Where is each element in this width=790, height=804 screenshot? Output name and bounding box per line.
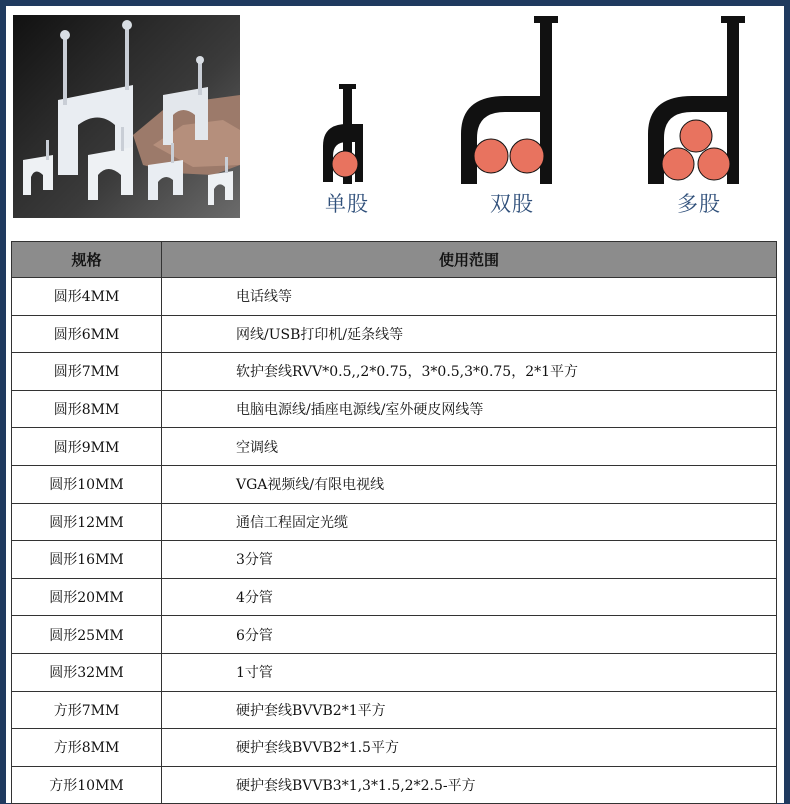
usage-cell: 电话线等 <box>162 278 777 316</box>
spec-cell: 方形7MM <box>12 691 162 729</box>
spec-table <box>11 241 777 804</box>
multi-strand-clip-icon <box>640 16 758 184</box>
usage-cell: 4分管 <box>162 578 777 616</box>
spec-cell: 方形10MM <box>12 766 162 804</box>
usage-cell: 空调线 <box>162 428 777 466</box>
usage-cell: 硬护套线BVVB3*1,3*1.5,2*2.5-平方 <box>162 766 777 804</box>
spec-cell: 圆形4MM <box>12 278 162 316</box>
cable-clips-photo-illustration <box>13 15 240 218</box>
table-row <box>12 428 777 466</box>
usage-cell: 电脑电源线/插座电源线/室外硬皮网线等 <box>162 390 777 428</box>
table-row <box>12 465 777 503</box>
icon-label-double: 双股 <box>490 192 534 216</box>
spec-cell: 圆形7MM <box>12 353 162 391</box>
spec-cell: 方形8MM <box>12 729 162 767</box>
table-row <box>12 503 777 541</box>
icon-multi-strand <box>640 16 758 218</box>
spec-cell: 圆形9MM <box>12 428 162 466</box>
usage-cell: 网线/USB打印机/延条线等 <box>162 315 777 353</box>
spec-cell: 圆形20MM <box>12 578 162 616</box>
usage-cell: 1寸管 <box>162 653 777 691</box>
spec-cell: 圆形12MM <box>12 503 162 541</box>
spec-cell: 圆形6MM <box>12 315 162 353</box>
usage-cell: 通信工程固定光缆 <box>162 503 777 541</box>
page-frame <box>6 6 784 803</box>
table-row <box>12 315 777 353</box>
usage-cell: 3分管 <box>162 541 777 579</box>
spec-cell: 圆形25MM <box>12 616 162 654</box>
table-row <box>12 578 777 616</box>
table-row <box>12 353 777 391</box>
table-row <box>12 691 777 729</box>
table-row <box>12 278 777 316</box>
double-strand-clip-icon <box>453 16 571 184</box>
header-spec: 规格 <box>12 242 162 278</box>
icon-single-strand <box>311 84 383 218</box>
header-usage: 使用范围 <box>162 242 777 278</box>
table-row <box>12 390 777 428</box>
table-row <box>12 541 777 579</box>
table-header-row <box>12 242 777 278</box>
icon-double-strand <box>453 16 571 218</box>
icon-label-multi: 多股 <box>677 192 721 216</box>
usage-cell: 软护套线RVV*0.5,,2*0.75，3*0.5,3*0.75，2*1平方 <box>162 353 777 391</box>
usage-cell: 硬护套线BVVB2*1平方 <box>162 691 777 729</box>
icon-label-single: 单股 <box>325 192 369 216</box>
spec-cell: 圆形16MM <box>12 541 162 579</box>
table-row <box>12 616 777 654</box>
spec-cell: 圆形10MM <box>12 465 162 503</box>
table-row <box>12 729 777 767</box>
spec-cell: 圆形32MM <box>12 653 162 691</box>
single-strand-clip-icon <box>311 84 383 184</box>
table-row <box>12 653 777 691</box>
usage-cell: VGA视频线/有限电视线 <box>162 465 777 503</box>
table-row <box>12 766 777 804</box>
table-body <box>12 278 777 804</box>
spec-cell: 圆形8MM <box>12 390 162 428</box>
usage-cell: 6分管 <box>162 616 777 654</box>
usage-cell: 硬护套线BVVB2*1.5平方 <box>162 729 777 767</box>
product-photo <box>13 15 240 218</box>
